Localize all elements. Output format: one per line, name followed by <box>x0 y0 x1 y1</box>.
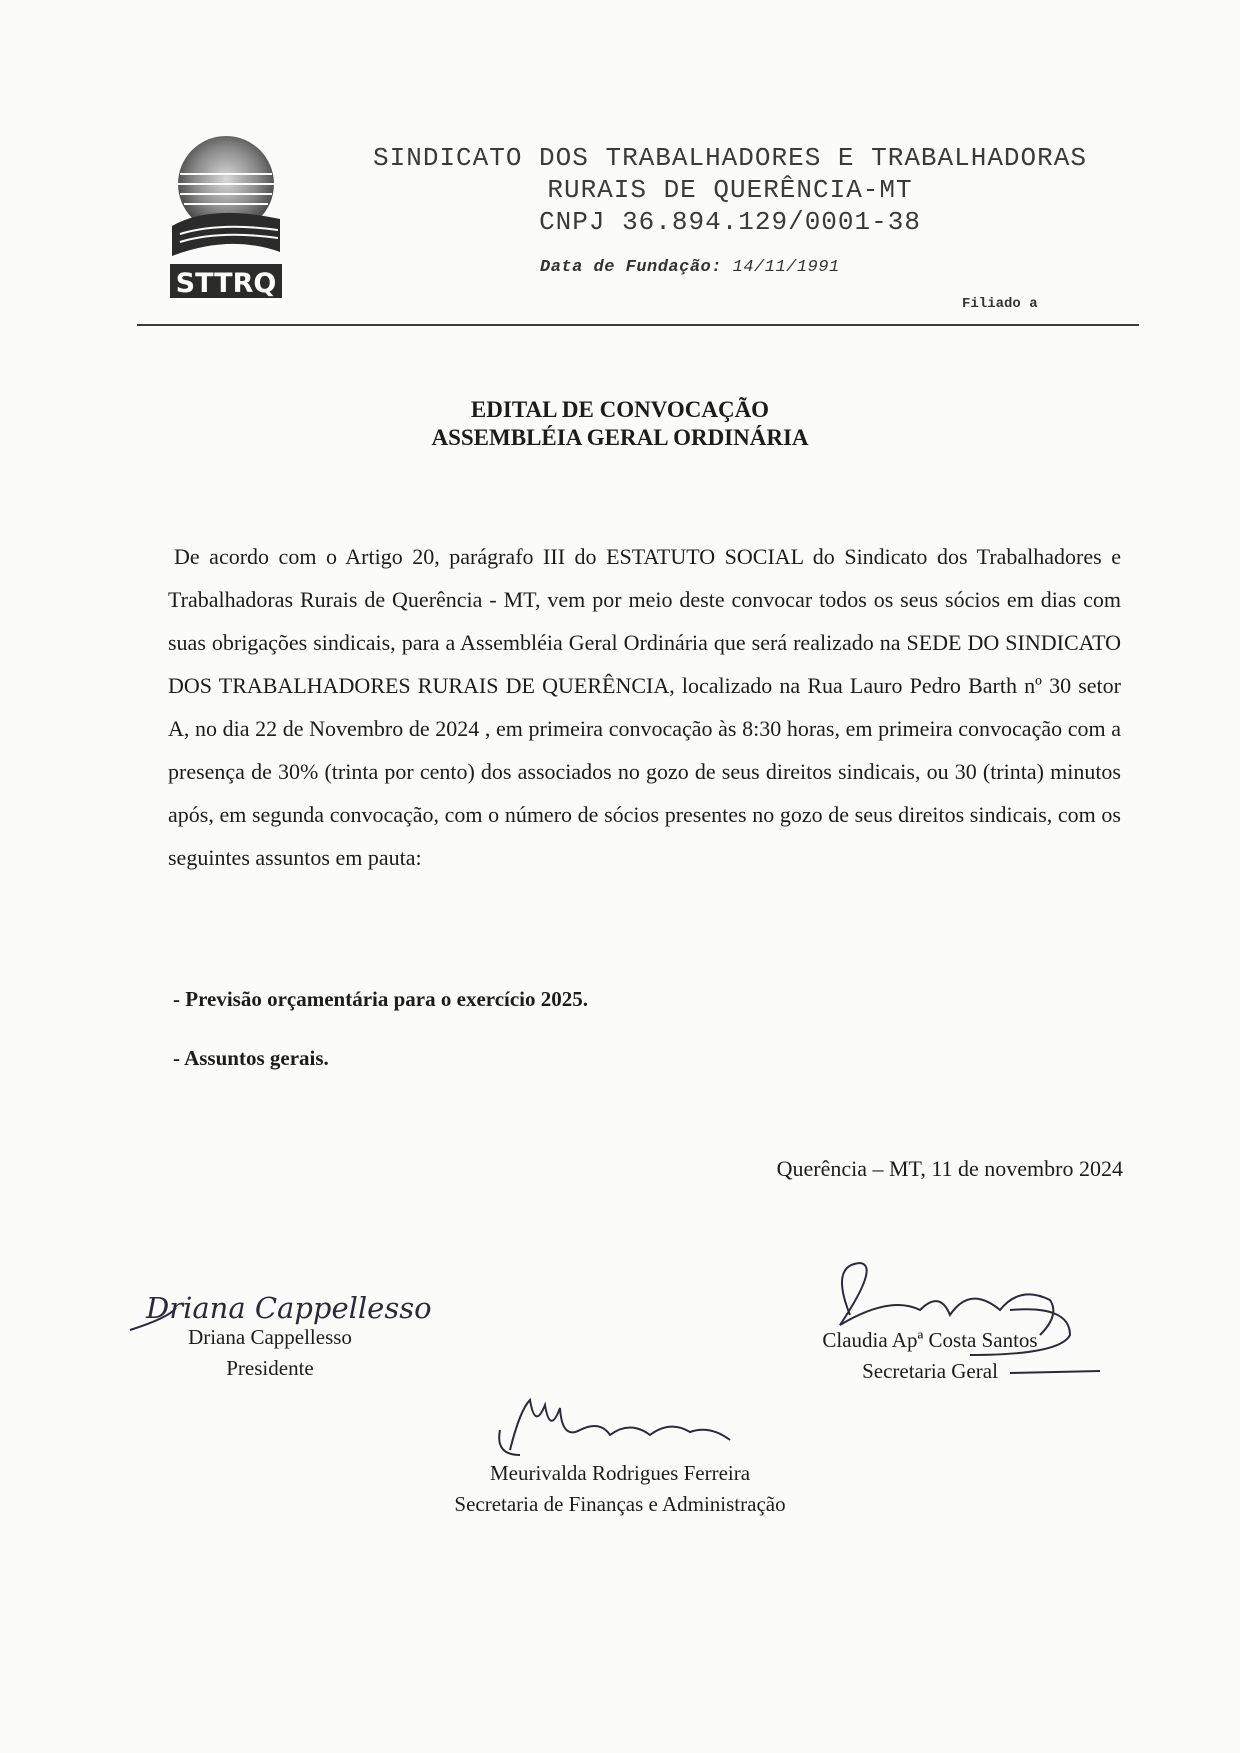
signatory-name: Meurivalda Rodrigues Ferreira <box>489 1461 751 1485</box>
document-subtitle: ASSEMBLÉIA GERAL ORDINÁRIA <box>431 425 809 450</box>
body-paragraph: De acordo com o Artigo 20, parágrafo III do ESTATUTO SOCIAL do Sindicato dos Trabalhadores e Trabalhadoras Rurais de Querência - MT, vem por meio deste convocar todos os seus sócios em dias com suas obrigações sindicais, para a Assembléia Geral Ordinária que será realizado na SEDE DO SINDICATO DOS TRABALHADORES RURAIS DE QUERÊNCIA, localizado na Rua Lauro Pedro Barth nº 30 setor A, no dia 22 de Novembro de 2024 , em primeira convocação às 8:30 horas, em primeira convocação com a presença de 30% (trinta por cento) dos associados no gozo de seus direitos sindicais, ou 30 (trinta) minutos após, em segunda convocação, com o número de sócios presentes no gozo de seus direitos sindicais, com os seguintes assuntos em pauta: <box>168 544 1121 870</box>
signatory-role: Secretaria Geral <box>862 1359 998 1383</box>
header-divider <box>137 324 1139 326</box>
logo-text: STTRQ <box>175 268 277 299</box>
cnpj: CNPJ 36.894.129/0001-38 <box>539 207 921 237</box>
org-name-line1: SINDICATO DOS TRABALHADORES E TRABALHADORAS <box>373 143 1087 173</box>
signature-secretaria-financas <box>490 1390 770 1460</box>
agenda-item: - Previsão orçamentária para o exercício 2025. <box>173 987 589 1011</box>
founding-label: Data de Fundação: <box>540 258 722 277</box>
signatory-name: Claudia Apª Costa Santos <box>822 1328 1038 1352</box>
signatory-secretaria-geral <box>760 1325 1100 1387</box>
signatory-name: Driana Cappellesso <box>188 1325 352 1349</box>
signatory-presidente <box>170 1322 370 1384</box>
founding-date <box>540 258 840 277</box>
affiliated-label: Filiado a <box>962 296 1038 312</box>
sttr-logo <box>170 134 282 304</box>
org-name-line2: RURAIS DE QUERÊNCIA-MT <box>547 175 913 205</box>
signatory-secretaria-financas <box>400 1458 840 1520</box>
document-title: EDITAL DE CONVOCAÇÃO <box>470 397 770 422</box>
agenda-item: - Assuntos gerais. <box>173 1046 329 1070</box>
handwritten-name: Driana Cappellesso <box>146 1291 432 1325</box>
place-date: Querência – MT, 11 de novembro 2024 <box>776 1156 1123 1181</box>
signatory-role: Secretaria de Finanças e Administração <box>454 1492 786 1516</box>
signatory-role: Presidente <box>226 1356 314 1380</box>
founding-value: 14/11/1991 <box>732 258 840 277</box>
